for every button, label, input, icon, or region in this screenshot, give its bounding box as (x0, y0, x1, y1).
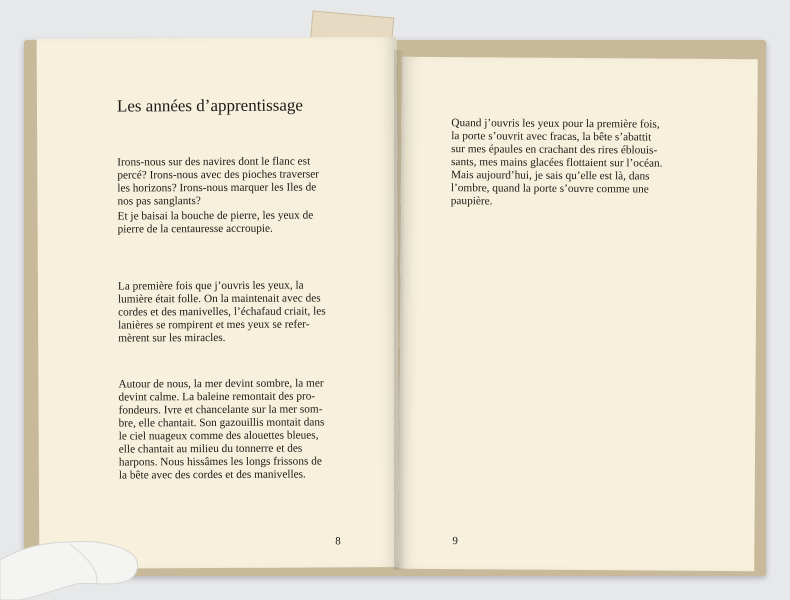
text-line: harpons. Nous hissâmes les longs frissons de (118, 455, 322, 469)
text-line: nos pas sanglants? (117, 195, 201, 208)
book-spine-shadow (394, 50, 404, 570)
chapter-title: Les années d’apprentissage (116, 95, 303, 116)
text-line: la bête avec des cordes et des manivelles. (118, 468, 306, 482)
text-line: Quand j’ouvris les yeux pour la première fois, (451, 117, 660, 131)
paragraph-4 (118, 377, 324, 482)
text-line: lumière était folle. On la maintenait avec des (117, 292, 321, 306)
text-line: elle chantait au milieu du tonnerre et des (118, 442, 303, 456)
paragraph-right-1 (451, 117, 663, 209)
text-line: Irons-nous sur des navires dont le flanc est (117, 155, 311, 169)
paragraph-2 (118, 210, 314, 237)
text-line: Et je baisai la bouche de pierre, les yeux de (117, 209, 314, 223)
text-line: mèrent sur les miracles. (118, 331, 226, 345)
paragraph-1 (117, 155, 319, 208)
text-line: sants, mes mains glacées flottaient sur l’océan. (451, 156, 663, 170)
text-line: pierre de la centauresse accroupie. (117, 222, 273, 236)
text-line: l’ombre, quand la porte s’ouvre comme une (450, 182, 649, 196)
text-line: fondeurs. Ivre et chancelante sur la mer som- (118, 403, 323, 417)
page-number-left: 8 (335, 535, 341, 548)
paragraph-3 (118, 279, 326, 345)
text-line: lanières se rompirent et mes yeux se refer- (118, 318, 310, 332)
text-line: sur mes épaules en crachant des rires éblouis- (451, 143, 658, 157)
right-page (398, 57, 758, 571)
text-line: cordes et des manivelles, l’échafaud criait, les (118, 305, 326, 319)
text-line: le ciel nuageux comme des alouettes bleues, (118, 429, 319, 443)
white-glove-hand (0, 520, 140, 600)
text-line: Mais aujourd’hui, je sais qu’elle est là, dans (450, 169, 650, 183)
left-page (37, 37, 400, 569)
text-line: la porte s’ouvrit avec fracas, la bête s’abattit (451, 130, 652, 144)
text-line: les horizons? Irons-nous marquer les Iles de (117, 181, 317, 195)
text-line: La première fois que j’ouvris les yeux, la (117, 279, 304, 293)
page-number-right: 9 (452, 535, 458, 548)
text-line: bre, elle chantait. Son gazouillis montait dans (118, 416, 325, 430)
text-line: percé? Irons-nous avec des pioches traverser (117, 168, 320, 182)
text-line: paupière. (450, 195, 493, 208)
text-line: Autour de nous, la mer devint sombre, la mer (118, 377, 324, 391)
text-line: devint calme. La baleine remontait des pro- (118, 390, 316, 404)
